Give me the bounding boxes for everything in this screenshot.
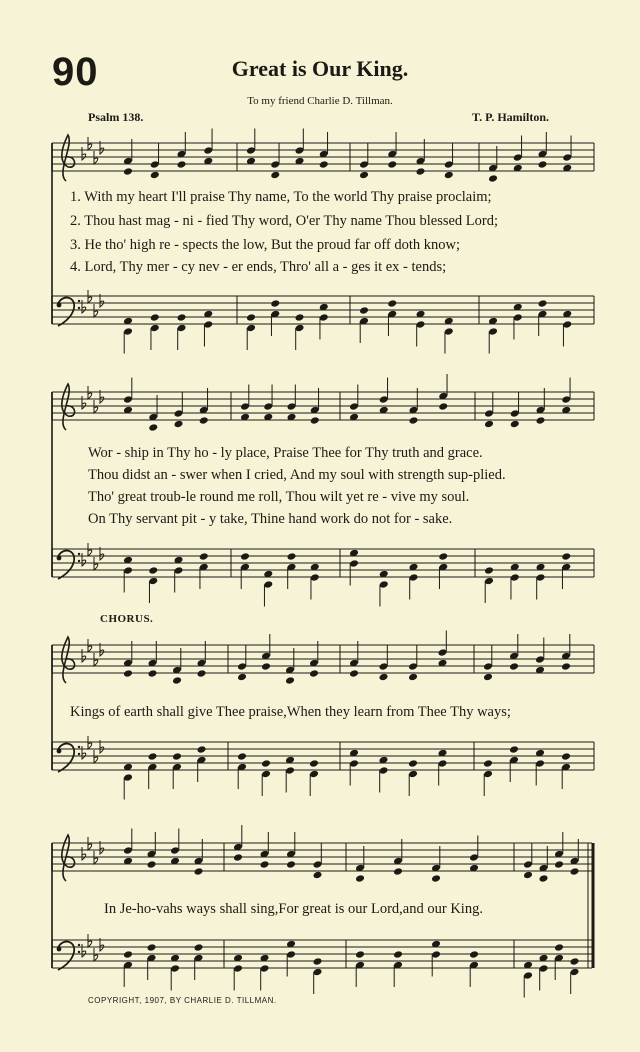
note-head <box>483 759 493 768</box>
note-head <box>561 752 571 761</box>
note-head <box>538 160 548 169</box>
note-head <box>510 420 520 429</box>
verse-3-line-1: 3. He tho' high re - spects the low, But the proud far off doth know; <box>70 237 461 253</box>
note-head <box>355 874 365 883</box>
note-head <box>309 669 319 678</box>
flat-icon <box>94 557 98 570</box>
note-head <box>147 943 157 952</box>
note-head <box>148 566 158 575</box>
chorus-label: CHORUS. <box>100 613 154 625</box>
note-head <box>261 759 271 768</box>
composer: T. P. Hamilton. <box>472 110 550 124</box>
note-head <box>287 552 297 561</box>
bass-clef-dot <box>78 746 80 748</box>
note-head <box>147 860 157 869</box>
note-head <box>349 669 359 678</box>
note-head <box>177 313 187 322</box>
flat-icon <box>94 851 98 864</box>
flat-icon <box>88 736 92 749</box>
bass-clef-icon <box>58 744 74 772</box>
verse-3-line-2: Tho' great troub-le round me roll, Thou wilt yet re - vive my soul. <box>88 489 470 505</box>
flat-icon <box>88 386 92 399</box>
bass-clef-dot <box>78 560 80 562</box>
flat-icon <box>88 137 92 150</box>
flat-icon <box>82 300 86 313</box>
note-head <box>438 402 448 411</box>
flat-icon <box>88 837 92 850</box>
chorus-line-1: Kings of earth shall give Thee praise,When they learn from Thee Thy ways; <box>70 704 511 720</box>
note-head <box>523 871 533 880</box>
note-head <box>285 676 295 685</box>
flat-icon <box>88 290 92 303</box>
note-head <box>174 420 184 429</box>
flat-icon <box>94 750 98 763</box>
note-head <box>310 416 320 425</box>
note-head <box>561 552 571 561</box>
flat-icon <box>82 746 86 759</box>
note-head <box>488 174 498 183</box>
note-head <box>199 416 209 425</box>
note-head <box>197 745 207 754</box>
flat-icon <box>82 847 86 860</box>
note-head <box>260 860 270 869</box>
note-head <box>177 160 187 169</box>
note-head <box>148 669 158 678</box>
flat-icon <box>82 649 86 662</box>
bass-clef-dot <box>78 944 80 946</box>
note-head <box>123 167 133 176</box>
note-head <box>393 867 403 876</box>
note-head <box>172 752 182 761</box>
note-head <box>444 171 454 180</box>
note-head <box>123 950 133 959</box>
verse-2-line-2: Thou didst an - swer when I cried, And my soul with strength sup-plied. <box>88 467 506 483</box>
note-head <box>148 423 158 432</box>
note-head <box>408 673 418 682</box>
note-head <box>438 552 448 561</box>
bass-clef-dot <box>57 749 62 754</box>
note-head <box>554 943 564 952</box>
flat-icon <box>94 400 98 413</box>
flat-icon <box>82 396 86 409</box>
flat-icon <box>82 147 86 160</box>
note-head <box>355 950 365 959</box>
note-head <box>148 752 158 761</box>
treble-clef-icon <box>62 135 75 181</box>
note-head <box>359 306 369 315</box>
note-head <box>483 673 493 682</box>
copyright-notice: COPYRIGHT, 1907, BY CHARLIE D. TILLMAN. <box>88 996 277 1005</box>
flat-icon <box>82 553 86 566</box>
note-head <box>379 673 389 682</box>
note-head <box>237 673 247 682</box>
note-head <box>431 874 441 883</box>
note-head <box>199 552 209 561</box>
note-head <box>194 943 204 952</box>
bass-clef-dot <box>57 303 62 308</box>
bass-clef-dot <box>78 753 80 755</box>
bass-clef-icon <box>58 551 74 579</box>
bass-clef-dot <box>57 947 62 952</box>
note-head <box>554 860 564 869</box>
note-head <box>570 867 580 876</box>
flat-icon <box>94 948 98 961</box>
bass-clef-dot <box>78 951 80 953</box>
bass-clef-dot <box>78 307 80 309</box>
note-head <box>539 874 549 883</box>
note-head <box>313 871 323 880</box>
verse-2-line-1: 2. Thou hast mag - ni - fied Thy word, O'er Thy name Thou blessed Lord; <box>70 213 499 229</box>
flat-icon <box>88 543 92 556</box>
note-head <box>536 416 546 425</box>
note-head <box>240 552 250 561</box>
note-head <box>538 299 548 308</box>
note-head <box>270 171 280 180</box>
bass-clef-icon <box>58 942 74 970</box>
verse-4-line-2: On Thy servant pit - y take, Thine hand work do not for - sake. <box>88 511 453 527</box>
note-head <box>469 950 479 959</box>
bass-clef-dot <box>57 556 62 561</box>
flat-icon <box>94 304 98 317</box>
note-head <box>359 171 369 180</box>
note-head <box>286 860 296 869</box>
note-head <box>570 957 580 966</box>
note-head <box>393 950 403 959</box>
treble-clef-icon <box>62 637 75 683</box>
chorus-line-2: In Je-ho-vahs ways shall sing,For great is our Lord,and our King. <box>104 901 483 917</box>
note-head <box>561 662 571 671</box>
flat-icon <box>82 944 86 957</box>
note-head <box>309 759 319 768</box>
flat-icon <box>88 934 92 947</box>
flat-icon <box>88 639 92 652</box>
verse-1-line-1: 1. With my heart I'll praise Thy name, To the world Thy praise proclaim; <box>70 189 492 205</box>
bass-clef-dot <box>78 300 80 302</box>
hymn-number: 90 <box>52 50 99 94</box>
treble-clef-icon <box>62 384 75 430</box>
note-head <box>416 167 426 176</box>
note-head <box>233 853 243 862</box>
bass-clef-icon <box>58 298 74 326</box>
treble-clef-icon <box>62 835 75 881</box>
hymn-title: Great is Our King. <box>231 56 409 81</box>
scripture-source: Psalm 138. <box>88 110 144 124</box>
verse-4-line-1: 4. Lord, Thy mer - cy nev - er ends, Thro' all a - ges it ex - tends; <box>70 259 447 275</box>
note-head <box>509 745 519 754</box>
note-head <box>150 313 160 322</box>
flat-icon <box>94 151 98 164</box>
note-head <box>261 662 271 671</box>
note-head <box>484 420 494 429</box>
note-head <box>172 676 182 685</box>
note-head <box>197 669 207 678</box>
note-head <box>387 160 397 169</box>
bass-clef-dot <box>78 553 80 555</box>
note-head <box>270 299 280 308</box>
note-head <box>150 171 160 180</box>
note-head <box>237 752 247 761</box>
note-head <box>408 759 418 768</box>
note-head <box>313 957 323 966</box>
note-head <box>194 867 204 876</box>
note-head <box>123 669 133 678</box>
note-head <box>509 662 519 671</box>
verse-1-line-2: Wor - ship in Thy ho - ly place, Praise Thee for Thy truth and grace. <box>88 445 483 461</box>
flat-icon <box>94 653 98 666</box>
note-head <box>295 313 305 322</box>
note-head <box>246 313 256 322</box>
note-head <box>484 566 494 575</box>
dedication: To my friend Charlie D. Tillman. <box>247 95 393 107</box>
note-head <box>409 416 419 425</box>
note-head <box>387 299 397 308</box>
note-head <box>319 160 329 169</box>
